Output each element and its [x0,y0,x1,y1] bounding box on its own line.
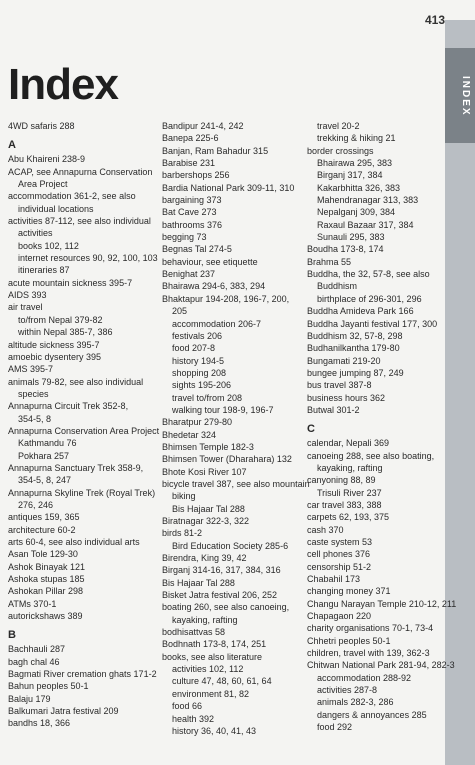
index-entry: Chapagaon 220 [307,611,372,622]
index-entry: books, see also literature [162,651,263,662]
index-subentry: individual locations [18,203,94,214]
index-entry: autorickshaws 389 [8,611,83,622]
index-subentry: Kakarbhitta 326, 383 [317,182,401,193]
page-number: 413 [425,13,446,27]
index-entry: Chitwan National Park 281-94, 282-3 [307,660,455,671]
index-entry: architecture 60-2 [8,524,76,535]
index-subentry: food 66 [172,701,203,712]
index-entry: begging 73 [162,232,207,243]
index-entry: Banepa 225-6 [162,133,219,144]
index-section-letter: C [307,423,315,436]
index-subentry: Mahendranagar 313, 383 [317,195,419,206]
index-entry: Bhimsen Temple 182-3 [162,441,254,452]
index-entry: barbershops 256 [162,170,230,181]
index-subentry: itineraries 87 [18,265,70,276]
index-subentry: Bird Education Society 285-6 [172,540,289,551]
index-subentry: Birganj 317, 384 [317,170,383,181]
index-entry: Bisket Jatra festival 206, 252 [162,590,278,601]
index-entry: children, travel with 139, 362-3 [307,648,430,659]
index-subentry: Buddhism [317,281,358,292]
index-column-2 [162,120,310,737]
index-entry: Birendra, King 39, 42 [162,553,247,564]
index-entry: Buddha Jayanti festival 177, 300 [307,318,438,329]
index-entry: boating 260, see also canoeing, [162,602,290,613]
index-entry: Birganj 314-16, 317, 384, 316 [162,565,281,576]
index-entry: bus travel 387-8 [307,380,372,391]
index-subentry: animals 282-3, 286 [317,697,394,708]
index-entry: Bat Cave 273 [162,207,217,218]
index-entry: Bandipur 241-4, 242 [162,121,244,131]
index-entry: Bardia National Park 309-11, 310 [162,182,295,193]
index-entry: accommodation 361-2, see also [8,191,136,202]
index-subentry: walking tour 198-9, 196-7 [172,404,274,415]
index-entry: Bhimsen Tower (Dharahara) 132 [162,454,292,465]
index-subentry: 354-5, 8, 247 [18,475,72,486]
index-entry: Budhanilkantha 179-80 [307,343,400,354]
index-entry: bargaining 373 [162,195,222,206]
page-title: Index [8,60,118,109]
index-subentry: health 392 [172,713,215,724]
index-subentry: accommodation 206-7 [172,318,262,329]
index-section-letter: B [8,629,16,642]
index-entry: Banjan, Ram Bahadur 315 [162,145,269,156]
index-entry: canoeing 288, see also boating, [307,450,435,461]
index-entry: Buddhism 32, 57-8, 298 [307,330,403,341]
index-column-1 [8,120,160,730]
index-entry: bandhs 18, 366 [8,718,71,729]
index-subentry: sights 195-206 [172,380,232,391]
index-entry: acute mountain sickness 395-7 [8,277,133,288]
index-entry: behaviour, see etiquette [162,256,258,267]
index-entry: Boudha 173-8, 174 [307,244,384,255]
index-entry: car travel 383, 388 [307,499,382,510]
index-subentry: books 102, 112 [18,240,79,251]
index-entry: caste system 53 [307,537,373,547]
index-entry: border crossings [307,145,374,156]
index-entry: bagh chal 46 [8,656,60,667]
index-entry: cash 370 [307,524,344,535]
index-entry: cell phones 376 [307,549,371,560]
index-entry: Bhote Kosi River 107 [162,466,247,477]
index-subentry: travel to/from 208 [172,392,243,403]
index-subentry: trekking & hiking 21 [317,133,396,144]
index-entry: activities 87-112, see also individual [8,216,151,227]
index-subentry: accommodation 288-92 [317,672,412,683]
index-entry: bicycle travel 387, see also mountain [162,478,310,489]
index-entry: arts 60-4, see also individual arts [8,537,140,547]
index-entry: ACAP, see Annapurna Conservation [8,166,153,177]
index-entry: Ashoka stupas 185 [8,574,85,585]
index-entry: changing money 371 [307,586,391,597]
index-entry: antiques 159, 365 [8,512,80,523]
index-entry: air travel [8,302,43,313]
index-entry: bodhisattvas 58 [162,627,226,638]
index-subentry: 276, 246 [18,499,54,510]
index-entry: charity organisations 70-1, 73-4 [307,623,434,634]
index-entry: canyoning 88, 89 [307,475,376,486]
index-entry: Bhairawa 294-6, 383, 294 [162,281,266,292]
index-subentry: festivals 206 [172,330,223,341]
index-entry: birds 81-2 [162,528,203,539]
index-subentry: species [18,388,49,399]
side-tab-label: INDEX [460,75,471,117]
index-subentry: internet resources 90, 92, 100, 103 [18,253,158,264]
index-entry: Abu Khaireni 238-9 [8,154,86,165]
index-subentry: Sunauli 295, 383 [317,232,385,243]
index-subentry: Area Project [18,179,68,190]
index-subentry: food 292 [317,722,353,733]
index-entry: Begnas Tal 274-5 [162,244,232,255]
index-entry: Ashokan Pillar 298 [8,586,84,597]
index-entry: AIDS 393 [8,290,47,301]
index-subentry: 205 [172,306,188,317]
index-column-3 [307,120,455,734]
index-subentry: food 207-8 [172,343,216,354]
index-entry: bathrooms 376 [162,219,223,230]
index-entry: Chhetri peoples 50-1 [307,635,391,646]
index-section-letter: A [8,139,16,152]
index-subentry: kayaking, rafting [317,462,383,473]
index-subentry: environment 81, 82 [172,688,250,699]
index-subentry: activities 102, 112 [172,664,244,675]
index-subentry: birthplace of 296-301, 296 [317,293,422,304]
index-subentry: Bis Hajaar Tal 288 [172,503,245,514]
index-entry: Biratnagar 322-3, 322 [162,516,250,526]
index-entry: Barabise 231 [162,158,216,169]
index-entry: Bachhauli 287 [8,644,66,655]
index-entry: Changu Narayan Temple 210-12, 211 [307,598,457,609]
index-subentry: Kathmandu 76 [18,438,77,449]
index-entry: Brahma 55 [307,256,352,267]
index-entry: Balkumari Jatra festival 209 [8,706,119,717]
index-subentry: travel 20-2 [317,121,360,131]
index-entry: Bodhnath 173-8, 174, 251 [162,639,267,650]
index-entry: Annapurna Skyline Trek (Royal Trek) [8,487,156,498]
index-subentry: 354-5, 8 [18,413,52,424]
index-entry: censorship 51-2 [307,561,372,572]
index-subentry: activities [18,228,53,239]
index-subentry: biking [172,491,196,502]
index-entry: AMS 395-7 [8,364,54,375]
index-subentry: activities 287-8 [317,685,378,696]
index-entry: Bhaktapur 194-208, 196-7, 200, [162,293,290,304]
index-entry: altitude sickness 395-7 [8,339,100,350]
index-entry: Buddha Amideva Park 166 [307,306,414,317]
index-subentry: kayaking, rafting [172,614,238,625]
index-entry: Bagmati River cremation ghats 171-2 [8,669,157,680]
index-entry: amoebic dysentery 395 [8,351,102,362]
index-entry: Balaju 179 [8,693,51,704]
index-entry: Bungamati 219-20 [307,355,381,366]
index-entry: Asan Tole 129-30 [8,549,78,560]
index-entry: business hours 362 [307,392,386,403]
index-subentry: Bhairawa 295, 383 [317,158,393,169]
index-subentry: history 194-5 [172,355,225,366]
index-entry: Chabahil 173 [307,574,361,585]
index-subentry: Raxaul Bazaar 317, 384 [317,219,414,230]
index-entry: carpets 62, 193, 375 [307,512,390,523]
index-entry: calendar, Nepali 369 [307,438,390,449]
index-entry: Butwal 301-2 [307,404,360,415]
index-entry: Annapurna Circuit Trek 352-8, [8,401,129,412]
index-entry: Bahun peoples 50-1 [8,681,89,692]
index-subentry: dangers & annoyances 285 [317,709,427,720]
index-subentry: to/from Nepal 379-82 [18,314,103,325]
index-entry: animals 79-82, see also individual [8,376,144,387]
index-subentry: Trisuli River 237 [317,487,382,498]
index-subentry: Pokhara 257 [18,450,70,461]
index-entry: Bhedetar 324 [162,429,217,440]
index-subentry: Nepalganj 309, 384 [317,207,396,218]
index-entry: ATMs 370-1 [8,598,57,609]
index-subentry: culture 47, 48, 60, 61, 64 [172,676,272,687]
index-entry: Bharatpur 279-80 [162,417,233,428]
index-entry: Bis Hajaar Tal 288 [162,577,235,588]
index-subentry: history 36, 40, 41, 43 [172,725,257,736]
index-entry: Buddha, the 32, 57-8, see also [307,269,430,280]
index-entry: Annapurna Sanctuary Trek 358-9, [8,462,144,473]
index-entry: Annapurna Conservation Area Project [8,425,160,436]
index-entry: bungee jumping 87, 249 [307,367,404,378]
index-entry: Ashok Binayak 121 [8,561,86,572]
index-entry: 4WD safaris 288 [8,121,75,131]
index-entry: Benighat 237 [162,269,216,280]
index-subentry: within Nepal 385-7, 386 [18,327,113,338]
index-subentry: shopping 208 [172,367,227,378]
